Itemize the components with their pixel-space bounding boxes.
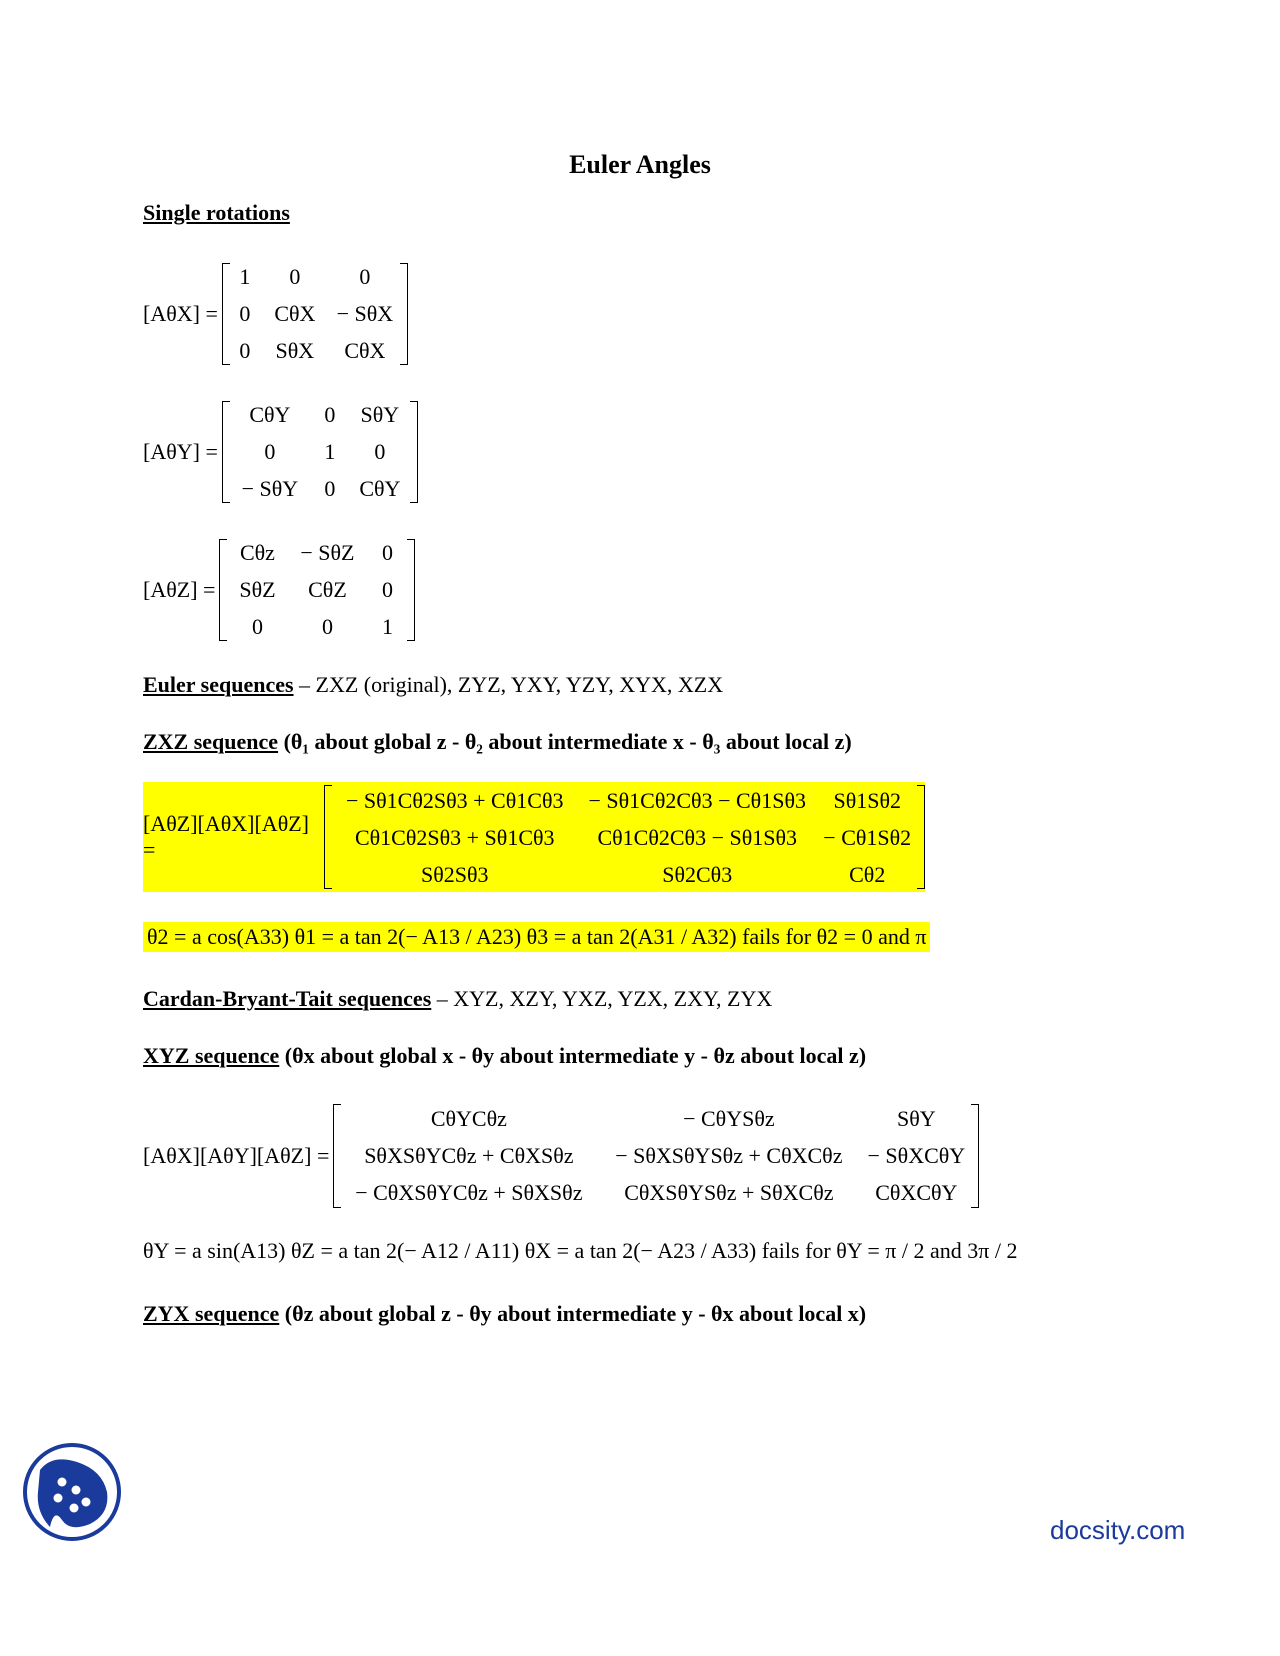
matrix-xyz-cell: − SθXCθY <box>867 1143 966 1168</box>
matrix-ax-cell: CθX <box>344 338 386 363</box>
page-title: Euler Angles <box>569 150 711 179</box>
matrix-az-cell: 0 <box>381 540 393 565</box>
matrix-xyz-cell: SθY <box>897 1106 936 1131</box>
heading-euler-sequences <box>143 672 723 698</box>
docsity-logo-icon[interactable] <box>22 1442 122 1542</box>
xyz-label: XYZ sequence <box>143 1043 280 1068</box>
matrix-ax-cell: CθX <box>274 301 316 326</box>
matrix-xyz-grid <box>341 1100 971 1211</box>
matrix-az-cell: 0 <box>321 614 333 639</box>
matrix-zxz-cell: Cθ1Cθ2Cθ3 − Sθ1Sθ3 <box>597 824 798 850</box>
matrix-zxz-cell: Cθ2 <box>849 861 886 887</box>
euler-sequences-label: Euler sequences <box>143 672 294 697</box>
matrix-xyz-cell: CθXSθYSθz + SθXCθz <box>624 1180 834 1205</box>
matrix-ax-cell: 0 <box>289 264 301 289</box>
matrix-xyz-cell: − SθXSθYSθz + CθXCθz <box>615 1143 843 1168</box>
matrix-ax-lhs: [AθX] = <box>143 300 218 326</box>
docsity-brand-link[interactable]: docsity.com <box>1050 1515 1186 1545</box>
matrix-az-cell: 1 <box>381 614 393 639</box>
matrix-zxz-cell: − Sθ1Cθ2Cθ3 − Cθ1Sθ3 <box>588 787 806 813</box>
heading-zxz <box>143 729 852 755</box>
cbt-label: Cardan-Bryant-Tait sequences <box>143 986 432 1011</box>
matrix-ax-grid <box>230 258 400 369</box>
matrix-ay-lhs: [AθY] = <box>143 438 218 464</box>
matrix-ay-cell: 0 <box>324 476 336 501</box>
xyz-description: (θx about global x - θy about intermediate y - θz about local z) <box>279 1043 867 1068</box>
matrix-zxz-cell: − Sθ1Cθ2Sθ3 + Cθ1Cθ3 <box>345 787 564 813</box>
matrix-az-cell: SθZ <box>239 577 276 602</box>
matrix-ay-cell: − SθY <box>241 476 299 501</box>
matrix-az-grid <box>227 534 407 645</box>
heading-zyx <box>143 1301 866 1327</box>
zyx-description: (θz about global z - θy about intermediate y - θx about local x) <box>279 1301 867 1326</box>
matrix-ay-cell: CθY <box>359 476 401 501</box>
matrix-ax-cell: − SθX <box>336 301 394 326</box>
matrix-ax-cell: 0 <box>239 338 251 363</box>
zyx-label: ZYX sequence <box>143 1301 280 1326</box>
euler-sequences-text: – ZXZ (original), ZYZ, YXY, YZY, XYX, XZX <box>293 672 724 697</box>
matrix-az-cell: 0 <box>381 577 393 602</box>
cbt-text: – XYZ, XZY, YXZ, YZX, ZXY, ZYX <box>431 986 773 1011</box>
matrix-zxz-cell: − Cθ1Sθ2 <box>823 824 912 850</box>
matrix-ax-cell: 0 <box>239 301 251 326</box>
formula-xyz: θY = a sin(A13) θZ = a tan 2(− A12 / A11) θX = a tan 2(− A23 / A33) fails for θY = π / 2 and 3π / 2 <box>143 1238 1018 1263</box>
matrix-zxz-cell: Cθ1Cθ2Sθ3 + Sθ1Cθ3 <box>354 824 555 850</box>
zxz-label: ZXZ sequence <box>143 729 279 754</box>
matrix-az <box>143 534 415 645</box>
matrix-xyz-lhs: [AθX][AθY][AθZ] = <box>143 1142 330 1168</box>
matrix-az-cell: 0 <box>251 614 263 639</box>
matrix-ay-cell: 0 <box>264 439 276 464</box>
matrix-xyz-cell: CθYCθz <box>430 1106 507 1131</box>
matrix-ay-grid <box>230 396 410 507</box>
matrix-xyz-cell: SθXSθYCθz + CθXSθz <box>364 1143 574 1168</box>
zxz-description: (θ₁ about global z - θ₂ about intermediate x - θ₃ about local z) <box>278 729 852 754</box>
formula-zxz: θ2 = a cos(A33) θ1 = a tan 2(− A13 / A23) θ3 = a tan 2(A31 / A32) fails for θ2 = 0 and π <box>143 922 930 952</box>
matrix-zxz-cell: Sθ2Cθ3 <box>662 861 733 887</box>
matrix-ax-cell: 1 <box>239 264 251 289</box>
matrix-az-cell: Cθz <box>239 540 275 565</box>
matrix-az-cell: − SθZ <box>300 540 355 565</box>
matrix-xyz-cell: − CθXSθYCθz + SθXSθz <box>355 1180 583 1205</box>
single-rotations-label: Single rotations <box>143 200 290 225</box>
matrix-ax-cell: SθX <box>275 338 315 363</box>
matrix-ay-cell: 0 <box>324 402 336 427</box>
matrix-zxz-lhs: [AθZ][AθX][AθZ] = <box>143 811 309 862</box>
matrix-zxz-grid <box>332 782 917 893</box>
matrix-az-lhs: [AθZ] = <box>143 576 216 602</box>
matrix-xyz <box>143 1100 979 1211</box>
matrix-ax-cell: 0 <box>359 264 371 289</box>
matrix-ay <box>143 396 418 507</box>
matrix-xyz-cell: CθXCθY <box>875 1180 958 1205</box>
matrix-zxz-cell: Sθ1Sθ2 <box>833 787 901 813</box>
matrix-ay-cell: CθY <box>249 402 291 427</box>
heading-single-rotations <box>143 200 290 226</box>
matrix-zxz <box>143 782 925 892</box>
matrix-ay-cell: 0 <box>374 439 386 464</box>
matrix-xyz-cell: − CθYSθz <box>683 1106 775 1131</box>
heading-xyz <box>143 1043 866 1069</box>
matrix-ay-cell: SθY <box>360 402 400 427</box>
matrix-ay-cell: 1 <box>324 439 336 464</box>
heading-cbt <box>143 986 772 1012</box>
matrix-ax <box>143 258 408 369</box>
matrix-zxz-cell: Sθ2Sθ3 <box>420 861 489 887</box>
matrix-az-cell: CθZ <box>308 577 347 602</box>
